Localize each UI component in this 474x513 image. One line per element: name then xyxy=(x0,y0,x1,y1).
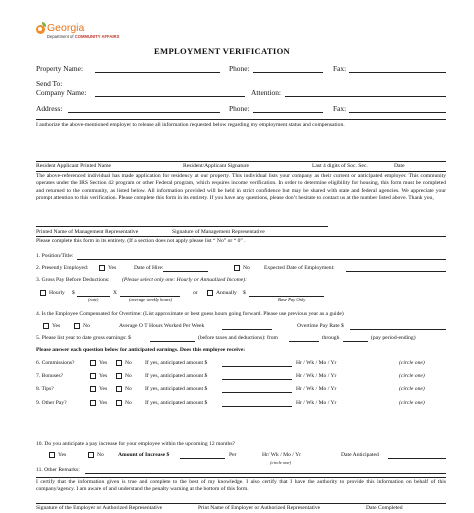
divider xyxy=(36,119,446,120)
property-name-field[interactable] xyxy=(95,72,220,73)
expected-date-label: Expected Date of Employment: xyxy=(264,265,335,271)
phone-field[interactable] xyxy=(253,72,323,73)
expected-date-field[interactable] xyxy=(346,271,446,272)
no-label: No xyxy=(125,360,132,366)
avg-ot-hours-label: Average O T Hours Worked Per Week xyxy=(119,323,205,329)
dollar-sign: $ xyxy=(243,290,246,296)
divider xyxy=(36,171,446,172)
ytd-through-field[interactable] xyxy=(343,341,368,342)
frequency-options[interactable]: Hr / Wk / Mo / Yr xyxy=(296,400,337,406)
pay-period-caption: (pay period-ending) xyxy=(371,335,416,341)
applicant-signature-line[interactable] xyxy=(36,161,446,162)
hourly-checkbox[interactable] xyxy=(40,290,46,296)
other-remarks-field[interactable] xyxy=(85,473,446,474)
yes-label: Yes xyxy=(58,452,67,458)
anticipated-amount-field[interactable] xyxy=(222,366,292,367)
presently-employed-label: 2. Presently Employed: xyxy=(36,265,89,271)
income-no-checkbox[interactable] xyxy=(116,360,122,366)
employer-signature-line[interactable] xyxy=(36,503,446,504)
income-no-checkbox[interactable] xyxy=(116,373,122,379)
date-anticipated-field[interactable] xyxy=(388,458,446,459)
income-no-checkbox[interactable] xyxy=(116,386,122,392)
increase-amount-field[interactable] xyxy=(180,458,225,459)
times-sign: X xyxy=(113,290,118,296)
circle-one-caption: (circle one) xyxy=(270,460,292,465)
anticipated-amount-field[interactable] xyxy=(222,392,292,393)
circle-one-caption: (circle one) xyxy=(399,400,425,406)
income-type-label: 6. Commissions? xyxy=(36,360,75,366)
yes-label: Yes xyxy=(99,373,108,379)
anticipated-earnings-heading: Please answer each question below for anticipated earnings. Does this employee receive: xyxy=(36,347,246,353)
annually-checkbox[interactable] xyxy=(207,290,213,296)
address-field[interactable] xyxy=(68,112,220,113)
anticipated-amount-label: If yes, anticipated amount $ xyxy=(145,360,208,366)
ot-rate-label: Overtime Pay Rate $ xyxy=(297,323,344,329)
ytd-from-label: (before taxes and deductions): from xyxy=(198,335,278,341)
applicant-printed-name-label: Resident Applicant Printed Name xyxy=(36,163,112,169)
ytd-earnings-label: 5. Please list year to date gross earnings: $ xyxy=(36,335,131,341)
ytd-from-field[interactable] xyxy=(289,341,319,342)
dollar-sign: $ xyxy=(72,290,75,296)
per-label: Per xyxy=(229,452,237,458)
yes-label: Yes xyxy=(108,265,117,271)
intro-paragraph: The above-referenced individual has made application for residency at our property. This individual lists your company as their current or anticipated employer. This community operates under the IRS Section 42 program or other Federal program, which requires income verification. In order to determine eligibility for housing, this form must be completed and returned to the community, as listed below. All information provided will be held in strict confidence but may be shared with state and federal agencies. We appreciate your prompt attention to this verification. Please complete this form in its entirety. If you have any questions, please don’t hesitate to contact us at the number listed above. Thank you, xyxy=(36,173,446,202)
income-yes-checkbox[interactable] xyxy=(90,360,96,366)
form-title: EMPLOYMENT VERIFICATION xyxy=(154,46,291,56)
avg-ot-hours-field[interactable] xyxy=(222,329,272,330)
fax-field[interactable] xyxy=(349,72,446,73)
ytd-through-label: through xyxy=(322,335,340,341)
income-yes-checkbox[interactable] xyxy=(90,386,96,392)
other-remarks-label: 11. Other Remarks: xyxy=(36,467,80,473)
anticipated-amount-field[interactable] xyxy=(222,406,292,407)
increase-no-checkbox[interactable] xyxy=(88,452,94,458)
applicant-signature-label: Resident/Applicant Signature xyxy=(183,163,250,169)
attention-label: Attention: xyxy=(251,88,281,97)
fax-label: Fax: xyxy=(333,64,347,73)
yes-label: Yes xyxy=(99,360,108,366)
management-printed-name-label: Printed Name of Management Representative xyxy=(36,229,139,235)
management-signature-label: Signature of Management Representative xyxy=(172,229,265,235)
yes-label: Yes xyxy=(52,323,61,329)
or-label: or xyxy=(193,290,198,296)
employed-no-checkbox[interactable] xyxy=(234,265,240,271)
date-of-hire-label: Date of Hire: xyxy=(134,265,164,271)
increase-yes-checkbox[interactable] xyxy=(49,452,55,458)
instructions: Please complete this form in its entirety. (If a section does not apply please list “ No” or “ 0” . xyxy=(36,238,246,244)
date-anticipated-label: Date Anticipated xyxy=(341,452,379,458)
date-label: Date xyxy=(394,163,405,169)
circle-one-caption: (circle one) xyxy=(399,373,425,379)
ot-rate-field[interactable] xyxy=(350,329,446,330)
income-yes-checkbox[interactable] xyxy=(90,373,96,379)
overtime-no-checkbox[interactable] xyxy=(74,323,80,329)
company-name-label: Company Name: xyxy=(36,88,87,97)
income-type-label: 7. Bonuses? xyxy=(36,373,64,379)
position-title-label: 1. Position/Title: xyxy=(36,253,74,259)
employer-print-name-label: Print Name of Employer or Authorized Representative xyxy=(198,505,321,511)
attention-field[interactable] xyxy=(285,96,446,97)
gross-pay-note: (Please select only one: Hourly or Annualized Income): xyxy=(122,277,247,283)
date-completed-label: Date Completed xyxy=(366,505,403,511)
yes-label: Yes xyxy=(99,400,108,406)
overtime-yes-checkbox[interactable] xyxy=(43,323,49,329)
logo-subtitle: Department of COMMUNITY AFFAIRS xyxy=(47,34,120,39)
income-no-checkbox[interactable] xyxy=(116,400,122,406)
base-pay-caption: Base Pay Only xyxy=(278,297,306,302)
divider xyxy=(36,477,446,478)
ssn-label: Last 4 digits of Soc. Sec. xyxy=(312,163,368,169)
circle-one-caption: (circle one) xyxy=(399,360,425,366)
no-label: No xyxy=(83,323,90,329)
frequency-options[interactable]: Hr / Wk / Mo / Yr xyxy=(296,373,337,379)
income-yes-checkbox[interactable] xyxy=(90,400,96,406)
no-label: No xyxy=(125,373,132,379)
phone2-label: Phone: xyxy=(229,104,250,113)
no-label: No xyxy=(125,400,132,406)
management-signature-line[interactable] xyxy=(36,226,328,227)
phone2-field[interactable] xyxy=(253,112,323,113)
fax2-label: Fax: xyxy=(333,104,347,113)
frequency-options[interactable]: Hr / Wk / Mo / Yr xyxy=(296,386,337,392)
anticipated-amount-label: If yes, anticipated amount $ xyxy=(145,386,208,392)
send-to-label: Send To: xyxy=(36,79,63,88)
no-label: No xyxy=(243,265,250,271)
logo-name: Georgia xyxy=(47,22,85,34)
anticipated-amount-field[interactable] xyxy=(222,379,292,380)
overtime-label: 4. Is the Employee Compensated for Overtime: (List approximate or best guess hours going forward. Please use previous year as a guide) xyxy=(36,311,344,317)
increase-frequency[interactable]: Hr/ Wk / Mo / Yr xyxy=(262,452,301,458)
no-label: No xyxy=(97,452,104,458)
divider xyxy=(36,236,446,237)
anticipated-amount-label: If yes, anticipated amount $ xyxy=(145,373,208,379)
position-title-field[interactable] xyxy=(77,259,446,260)
weekly-hours-caption: (average weekly hours) xyxy=(129,297,173,302)
peach-icon xyxy=(36,25,45,34)
employer-signature-label: Signature of the Employer or Authorized Representative xyxy=(36,505,163,511)
certification-text: I certify that the information given is true and complete to the best of my knowledge. I also certify that I have the authority to provide this information on behalf of this company/agency. I am aware of and understand the penalty warning at the bottom of this form. xyxy=(36,479,446,493)
employed-yes-checkbox[interactable] xyxy=(99,265,105,271)
no-label: No xyxy=(125,386,132,392)
address-label: Address: xyxy=(36,104,63,113)
fax2-field[interactable] xyxy=(349,112,446,113)
company-name-field[interactable] xyxy=(95,96,245,97)
gross-pay-label: 3. Gross Pay Before Deductions: xyxy=(36,277,110,283)
income-type-label: 9. Other Pay? xyxy=(36,400,67,406)
circle-one-caption: (circle one) xyxy=(399,386,425,392)
pay-increase-label: 10. Do you anticipate a pay increase for your employee within the upcoming 12 months? xyxy=(36,441,235,447)
authorization-text: I authorize the above-mentioned employer to release all information requested below regarding my employment status and compensation. xyxy=(36,122,345,128)
ytd-earnings-field[interactable] xyxy=(150,341,195,342)
annually-label: Annually xyxy=(216,290,237,296)
date-of-hire-field[interactable] xyxy=(163,271,208,272)
income-type-label: 8. Tips? xyxy=(36,386,54,392)
frequency-options[interactable]: Hr / Wk / Mo / Yr xyxy=(296,360,337,366)
rate-caption: (rate) xyxy=(88,297,99,302)
property-name-label: Property Name: xyxy=(36,64,83,73)
anticipated-amount-label: If yes, anticipated amount $ xyxy=(145,400,208,406)
phone-label: Phone: xyxy=(229,64,250,73)
hourly-label: Hourly xyxy=(49,290,65,296)
increase-amount-label: Amount of Increase $ xyxy=(118,452,170,458)
yes-label: Yes xyxy=(99,386,108,392)
